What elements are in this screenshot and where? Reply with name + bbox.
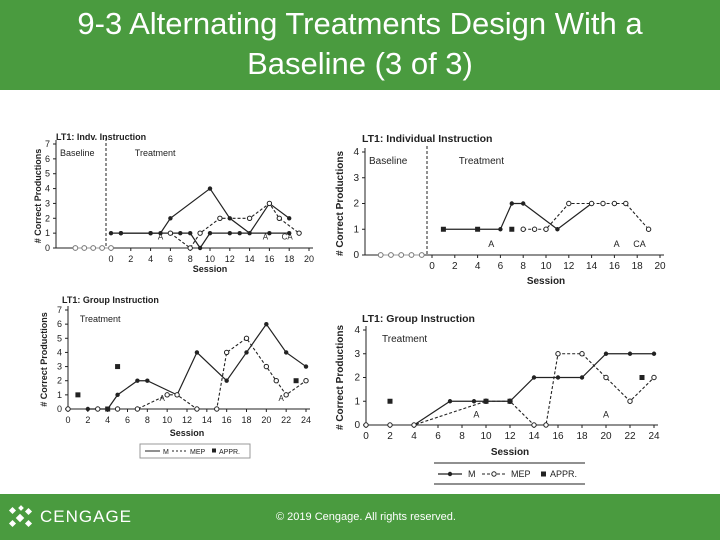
- mep-point: [274, 379, 278, 383]
- y-tick-label: 2: [56, 375, 62, 386]
- mep-point: [115, 407, 119, 411]
- y-tick-label: 7: [56, 305, 62, 315]
- y-tick-label: 1: [44, 228, 50, 239]
- x-tick-label: 14: [586, 261, 598, 272]
- x-tick-label: 6: [124, 415, 131, 425]
- annotation-label: CA: [633, 238, 646, 249]
- x-tick-label: 16: [608, 261, 620, 272]
- legend-m-label: M: [468, 469, 476, 479]
- baseline-point: [409, 253, 414, 258]
- mep-point: [264, 364, 268, 368]
- mep-point: [556, 352, 560, 356]
- y-tick-label: 0: [353, 250, 359, 261]
- mep-point: [544, 423, 548, 427]
- x-tick-label: 0: [108, 254, 114, 264]
- y-tick-label: 5: [56, 333, 62, 344]
- x-tick-label: 6: [435, 431, 441, 442]
- y-tick-label: 3: [56, 361, 62, 372]
- y-tick-label: 2: [354, 372, 360, 384]
- m-point: [238, 231, 242, 235]
- x-axis-label: Session: [526, 276, 566, 287]
- m-point: [188, 231, 192, 235]
- series-mep-line: [366, 354, 654, 425]
- mep-point: [165, 393, 169, 397]
- y-tick-label: 0: [56, 404, 62, 414]
- m-point: [580, 375, 584, 379]
- y-tick-label: 1: [354, 396, 360, 408]
- x-tick-label: 6: [167, 254, 173, 264]
- phase-label: Treatment: [458, 156, 505, 167]
- x-tick-label: 18: [241, 415, 252, 425]
- x-tick-label: 4: [105, 415, 111, 425]
- mep-point: [135, 407, 139, 411]
- chart-1: [33, 132, 314, 274]
- mep-point: [96, 407, 100, 411]
- x-tick-label: 10: [204, 254, 216, 264]
- phase-label: Treatment: [134, 148, 176, 158]
- chart-3-legend: [140, 444, 250, 458]
- title-line-2: Baseline (3 of 3): [247, 46, 473, 81]
- x-tick-label: 12: [563, 261, 575, 272]
- y-tick-label: 2: [353, 198, 359, 210]
- legend-m-label: M: [163, 449, 169, 456]
- y-tick-label: 7: [44, 139, 50, 149]
- appr-point: [294, 378, 299, 383]
- x-tick-label: 2: [85, 415, 91, 425]
- m-point: [287, 216, 291, 220]
- x-tick-label: 20: [261, 415, 272, 425]
- m-point: [284, 350, 288, 354]
- legend-appr-marker: [212, 449, 216, 453]
- chart-title: LT1: Group Instruction: [362, 313, 475, 325]
- y-axis-label: # Correct Productions: [335, 150, 346, 257]
- x-tick-label: 2: [452, 261, 458, 272]
- x-tick-label: 16: [552, 431, 564, 442]
- x-tick-label: 4: [148, 254, 154, 264]
- mep-point: [188, 246, 192, 250]
- appr-point: [105, 407, 110, 412]
- m-point: [148, 231, 152, 235]
- x-tick-label: 20: [600, 431, 612, 442]
- x-tick-label: 18: [284, 254, 295, 264]
- cengage-mark-icon: [8, 505, 34, 529]
- m-point: [498, 227, 502, 231]
- y-tick-label: 2: [44, 213, 50, 224]
- mep-point: [624, 201, 628, 205]
- chart-title: LT1: Group Instruction: [62, 295, 159, 305]
- m-point: [228, 231, 232, 235]
- mep-point: [628, 399, 632, 403]
- mep-point: [412, 423, 416, 427]
- mep-point: [215, 407, 219, 411]
- m-point: [208, 231, 212, 235]
- cengage-logo: [8, 503, 132, 531]
- m-point: [109, 231, 113, 235]
- mep-point: [612, 201, 616, 205]
- x-tick-label: 12: [224, 254, 235, 264]
- baseline-point: [82, 246, 87, 251]
- m-point: [224, 379, 228, 383]
- x-tick-label: 0: [429, 261, 435, 272]
- m-point: [555, 227, 559, 231]
- annotation-label: A: [159, 394, 165, 404]
- m-point: [135, 379, 139, 383]
- x-tick-label: 16: [221, 415, 232, 425]
- series-m-line: [121, 189, 289, 234]
- x-tick-label: 4: [474, 261, 481, 272]
- y-tick-label: 0: [44, 243, 50, 253]
- x-tick-label: 8: [459, 431, 465, 442]
- baseline-point: [109, 246, 114, 251]
- annotation-label: A: [262, 232, 269, 242]
- x-tick-label: 14: [244, 254, 255, 264]
- m-point: [244, 350, 248, 354]
- y-tick-label: 5: [44, 168, 50, 179]
- m-point: [652, 352, 656, 356]
- x-tick-label: 10: [162, 415, 173, 425]
- mep-point: [218, 216, 222, 220]
- x-tick-label: 20: [303, 254, 315, 264]
- y-tick-label: 0: [354, 420, 360, 431]
- x-tick-label: 8: [520, 261, 526, 272]
- m-point: [472, 399, 476, 403]
- legend-mep-marker: [492, 472, 496, 476]
- mep-point: [297, 231, 301, 235]
- baseline-point: [100, 246, 105, 251]
- brand-name: CENGAGE: [40, 507, 133, 526]
- annotation-label: A: [488, 238, 495, 249]
- mep-point: [66, 407, 70, 411]
- y-axis-label: # Correct Productions: [39, 312, 49, 407]
- mep-point: [604, 375, 608, 379]
- y-tick-label: 4: [354, 325, 360, 336]
- mep-point: [580, 352, 584, 356]
- title-line-1: 9-3 Alternating Treatments Design With a: [77, 6, 643, 41]
- chart-title: LT1: Indv. Instruction: [56, 132, 147, 142]
- x-tick-label: 0: [363, 431, 369, 442]
- m-point: [208, 186, 212, 190]
- x-tick-label: 18: [631, 261, 643, 272]
- baseline-point: [389, 253, 394, 258]
- mep-point: [532, 423, 536, 427]
- chart-2: [335, 133, 666, 287]
- series-mep-line: [170, 203, 299, 248]
- mep-point: [304, 379, 308, 383]
- x-axis-label: Session: [169, 428, 205, 438]
- x-tick-label: 20: [654, 261, 666, 272]
- m-point: [510, 201, 514, 205]
- x-axis-label: Session: [192, 264, 228, 274]
- appr-point: [484, 399, 489, 404]
- annotation-label: A: [613, 238, 620, 249]
- m-point: [168, 216, 172, 220]
- annotation-label: A: [157, 232, 164, 242]
- mep-point: [198, 231, 202, 235]
- phase-label: Treatment: [79, 314, 121, 324]
- x-tick-label: 8: [187, 254, 193, 264]
- x-tick-label: 0: [65, 415, 71, 425]
- y-tick-label: 1: [353, 224, 359, 236]
- x-tick-label: 18: [576, 431, 588, 442]
- m-point: [115, 393, 119, 397]
- x-tick-label: 14: [528, 431, 540, 442]
- slide-footer: [0, 494, 720, 540]
- appr-point: [508, 399, 513, 404]
- y-tick-label: 6: [44, 153, 50, 164]
- m-point: [198, 246, 202, 250]
- x-tick-label: 6: [497, 261, 504, 272]
- legend-appr-label: APPR.: [219, 449, 241, 456]
- mep-point: [247, 216, 251, 220]
- baseline-point: [378, 253, 383, 258]
- x-tick-label: 12: [181, 415, 193, 425]
- chart-legend: [434, 463, 585, 484]
- mep-point: [267, 201, 271, 205]
- y-axis-label: # Correct Productions: [33, 148, 43, 244]
- legend-m-marker: [448, 472, 452, 476]
- y-tick-label: 1: [56, 389, 62, 400]
- m-point: [304, 364, 308, 368]
- phase-label: Baseline: [60, 148, 95, 158]
- mep-point: [589, 201, 593, 205]
- chart-4: [335, 313, 660, 484]
- legend-mep-label: MEP: [511, 469, 531, 479]
- x-tick-label: 10: [540, 261, 552, 272]
- appr-point: [640, 375, 645, 380]
- mep-point: [601, 201, 605, 205]
- legend-appr-marker: [541, 472, 546, 477]
- mep-point: [284, 393, 288, 397]
- baseline-point: [73, 246, 78, 251]
- x-tick-label: 2: [387, 431, 393, 442]
- y-axis-label: # Correct Productions: [335, 324, 346, 431]
- mep-point: [388, 423, 392, 427]
- y-tick-label: 4: [56, 347, 62, 358]
- legend-mep-label: MEP: [190, 449, 206, 456]
- x-tick-label: 24: [300, 415, 312, 425]
- x-tick-label: 2: [128, 254, 134, 264]
- mep-point: [168, 231, 172, 235]
- x-tick-label: 16: [264, 254, 275, 264]
- x-tick-label: 14: [201, 415, 212, 425]
- m-point: [247, 231, 251, 235]
- y-tick-label: 6: [56, 319, 62, 330]
- m-point: [119, 231, 123, 235]
- m-point: [195, 350, 199, 354]
- x-tick-label: 22: [281, 415, 292, 425]
- series-m-line: [88, 324, 306, 409]
- mep-point: [244, 336, 248, 340]
- m-point: [521, 201, 525, 205]
- phase-label: Treatment: [382, 334, 428, 345]
- x-tick-label: 10: [480, 431, 492, 442]
- mep-point: [544, 227, 548, 231]
- mep-point: [532, 227, 536, 231]
- y-tick-label: 3: [44, 198, 50, 209]
- mep-point: [567, 201, 571, 205]
- legend-appr-label: APPR.: [550, 469, 578, 479]
- y-tick-label: 3: [353, 172, 359, 184]
- annotation-label: A: [278, 394, 284, 404]
- appr-point: [441, 227, 446, 232]
- phase-label: Baseline: [369, 156, 408, 167]
- copyright-text: © 2019 Cengage. All rights reserved.: [276, 511, 456, 523]
- x-tick-label: 24: [648, 431, 660, 442]
- chart-3: [39, 295, 311, 438]
- mep-point: [175, 393, 179, 397]
- mep-point: [277, 216, 281, 220]
- appr-point: [475, 227, 480, 232]
- m-point: [145, 379, 149, 383]
- annotation-label: A: [473, 409, 480, 420]
- series-m-line: [443, 204, 591, 230]
- appr-point: [388, 399, 393, 404]
- annotation-label: CA: [281, 232, 293, 242]
- mep-point: [521, 227, 525, 231]
- x-tick-label: 22: [624, 431, 636, 442]
- y-tick-label: 4: [353, 147, 359, 158]
- baseline-point: [399, 253, 404, 258]
- x-tick-label: 8: [144, 415, 150, 425]
- mep-point: [195, 407, 199, 411]
- chart-title: LT1: Individual Instruction: [362, 133, 493, 145]
- x-axis-label: Session: [490, 447, 530, 458]
- m-point: [604, 352, 608, 356]
- mep-point: [652, 375, 656, 379]
- baseline-point: [419, 253, 424, 258]
- annotation-label: A: [602, 409, 610, 420]
- appr-point: [75, 392, 80, 397]
- m-point: [628, 352, 632, 356]
- appr-point: [115, 364, 120, 369]
- m-point: [556, 375, 560, 379]
- appr-point: [509, 227, 514, 232]
- m-point: [532, 375, 536, 379]
- y-tick-label: 4: [44, 183, 50, 194]
- x-tick-label: 4: [411, 431, 417, 442]
- mep-point: [364, 423, 368, 427]
- m-point: [448, 399, 452, 403]
- m-point: [264, 322, 268, 326]
- mep-point: [224, 350, 228, 354]
- m-point: [178, 231, 182, 235]
- x-tick-label: 12: [504, 431, 516, 442]
- y-tick-label: 3: [354, 348, 360, 360]
- mep-point: [646, 227, 650, 231]
- baseline-point: [91, 246, 96, 251]
